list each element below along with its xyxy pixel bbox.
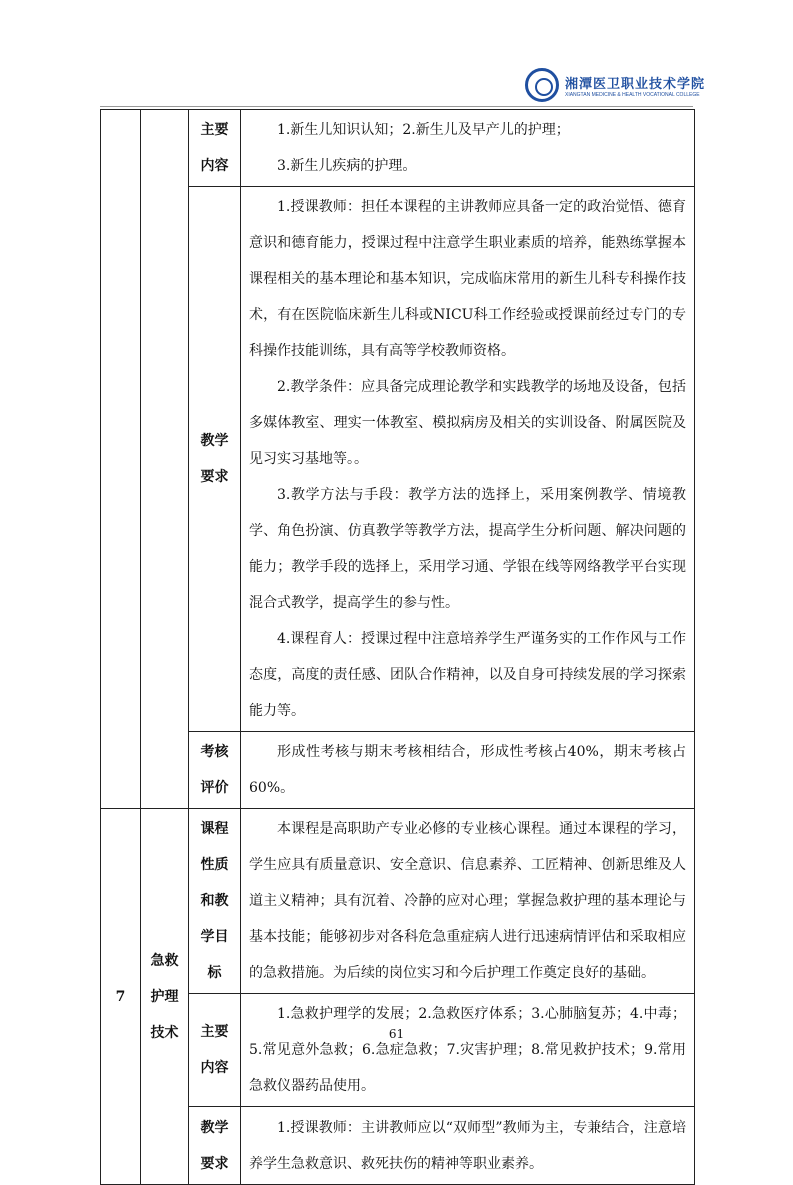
row-label: 主要 内容 xyxy=(189,994,241,1107)
table-row xyxy=(101,809,695,994)
row-label: 主要 内容 xyxy=(189,110,241,187)
table-row xyxy=(101,732,695,809)
row-label: 教学 要求 xyxy=(189,187,241,732)
table-row xyxy=(101,994,695,1107)
row-label: 教学 要求 xyxy=(189,1107,241,1185)
school-logo-icon xyxy=(525,68,559,102)
course-name: 急救 护理 技术 xyxy=(141,809,189,1185)
page-number: 61 xyxy=(388,1027,405,1041)
table-row xyxy=(101,1107,695,1185)
row-content: 1.急救护理学的发展；2.急救医疗体系；3.心肺脑复苏；4.中毒；5.常见意外急救；6.急症急救；7.灾害护理；8.常见救护技术；9.常用急救仪器药品使用。 xyxy=(241,994,695,1107)
row-content: 形成性考核与期末考核相结合，形成性考核占40%，期末考核占60%。 xyxy=(241,732,695,809)
school-name-cn: 湘潭医卫职业技术学院 xyxy=(565,76,706,92)
school-name-en: XIANGTAN MEDICINE & HEALTH VOCATIONAL COLLEGE xyxy=(565,91,700,98)
number-cell-empty xyxy=(101,110,141,809)
table-row xyxy=(101,110,695,187)
course-table xyxy=(100,109,695,1185)
course-number: 7 xyxy=(101,809,141,1185)
row-content: 1.授课教师：主讲教师应以“双师型”教师为主，专兼结合，注意培养学生急救意识、救死扶伤的精神等职业素养。 xyxy=(241,1107,695,1185)
row-content: 本课程是高职助产专业必修的专业核心课程。通过本课程的学习，学生应具有质量意识、安全意识、信息素养、工匠精神、创新思维及人道主义精神；具有沉着、冷静的应对心理；掌握急救护理的基本理论与基本技能；能够初步对各科危急重症病人进行迅速病情评估和采取相应的急救措施。为后续的岗位实习和今后护理工作奠定良好的基础。 xyxy=(241,809,695,994)
row-label: 课程 性质 和教 学目 标 xyxy=(189,809,241,994)
row-label: 考核 评价 xyxy=(189,732,241,809)
page-header xyxy=(525,68,705,102)
row-content: 1.新生儿知识认知；2.新生儿及早产儿的护理； 3.新生儿疾病的护理。 xyxy=(241,110,695,187)
table-row xyxy=(101,187,695,732)
row-content: 1.授课教师：担任本课程的主讲教师应具备一定的政治觉悟、德育意识和德育能力，授课过程中注意学生职业素质的培养，能熟练掌握本课程相关的基本理论和基本知识，完成临床常用的新生儿科专科操作技术，有在医院临床新生儿科或NICU科工作经验或授课前经过专门的专科操作技能训练，具有高等学校教师资格。 2.教学条件：应具备完成理论教学和实践教学的场地及设备，包括多媒体教室、理实一体教室、模拟病房及相关的实训设备、附属医院及见习实习基地等。。 3.教学方法与手段：教学方法的选择上，采用案例教学、情境教学、角色扮演、仿真教学等教学方法，提高学生分析问题、解决问题的能力；教学手段的选择上，采用学习通、学银在线等网络教学平台实现混合式教学，提高学生的参与性。 4.课程育人：授课过程中注意培养学生严谨务实的工作作风与工作态度，高度的责任感、团队合作精神，以及自身可持续发展的学习探索能力等。 xyxy=(241,187,695,732)
course-name-cell-empty xyxy=(141,110,189,809)
header-divider xyxy=(100,106,693,107)
